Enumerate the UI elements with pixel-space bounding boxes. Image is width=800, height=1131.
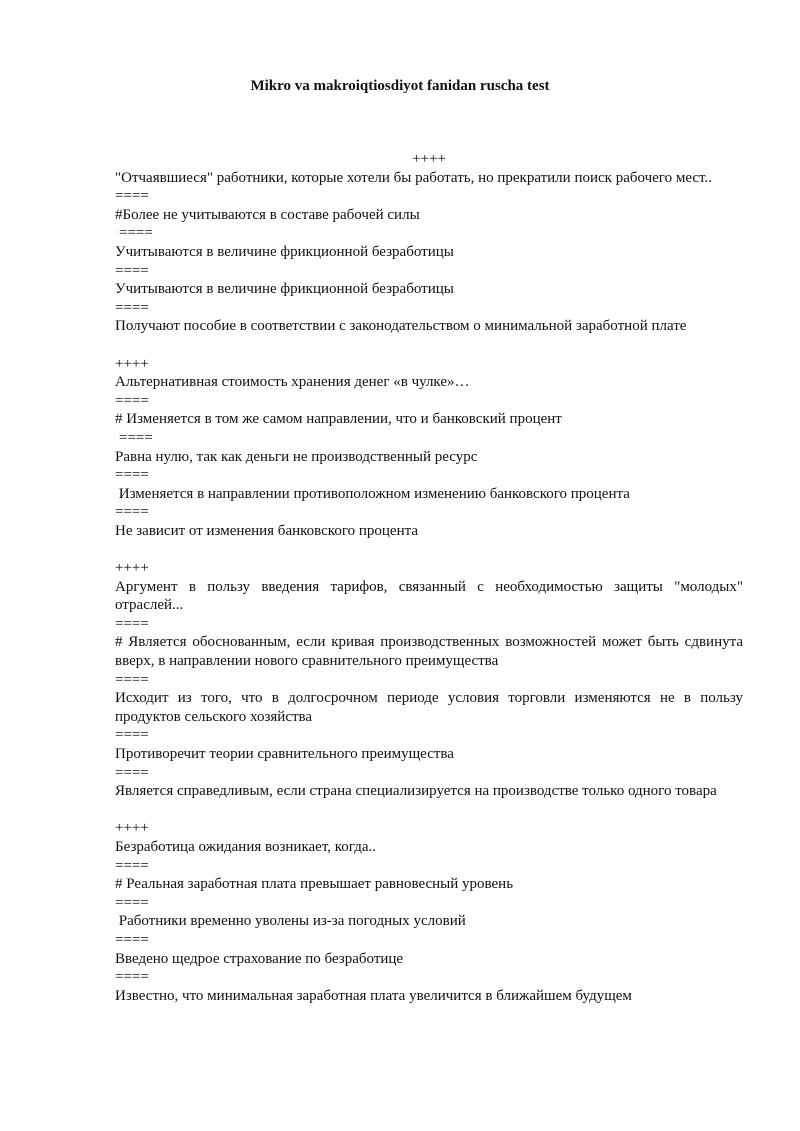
answer-separator: ====: [119, 429, 153, 446]
document-title: Mikro va makroiqtiosdiyot fanidan ruscha test: [250, 78, 550, 94]
answer-separator: ====: [115, 671, 149, 688]
answer-option: Является справедливым, если страна специализируется на производстве только одного товара: [115, 783, 717, 800]
answer-option: Не зависит от изменения банковского процента: [115, 522, 418, 539]
question-text: Альтернативная стоимость хранения денег «в чулке»…: [115, 374, 470, 391]
answer-separator: ====: [115, 504, 149, 521]
answer-separator: ====: [115, 299, 149, 316]
answer-option: Противоречит теории сравнительного преимущества: [115, 746, 454, 762]
answer-option-correct: # Является обоснованным, если кривая производственных возможностей может быть сдвинута вверх, в направлении нового сравнительного преимущества: [115, 634, 747, 670]
answer-option: Учитываются в величине фрикционной безработицы: [115, 243, 454, 260]
answer-separator: ====: [115, 857, 149, 874]
answer-option: Введено щедрое страхование по безработице: [115, 950, 404, 967]
answer-separator: ====: [115, 392, 149, 409]
answer-separator: ====: [115, 262, 149, 279]
answer-option: Известно, что минимальная заработная плата увеличится в ближайшем будущем: [115, 987, 632, 1004]
answer-option: Изменяется в направлении противоположном изменению банковского процента: [115, 485, 630, 502]
question-block: [115, 150, 743, 336]
answer-separator: ====: [115, 931, 149, 948]
answer-separator: ====: [115, 969, 149, 986]
answer-separator: ====: [115, 727, 149, 744]
answer-option-correct: #Более не учитываются в составе рабочей силы: [115, 206, 420, 223]
question-block: [115, 559, 747, 801]
answer-option: Исходит из того, что в долгосрочном периоде условия торговли изменяются не в пользу продуктов сельского хозяйства: [115, 690, 747, 725]
answer-option: Работники временно уволены из-за погодных условий: [115, 913, 466, 930]
answer-separator: ====: [115, 615, 149, 632]
answer-option: Равна нулю, так как деньги не производственный ресурс: [115, 448, 478, 465]
answer-option: Получают пособие в соответствии с законодательством о минимальной заработной плате: [115, 318, 687, 335]
answer-option-correct: # Реальная заработная плата превышает равновесный уровень: [115, 876, 514, 893]
question-text: Аргумент в пользу введения тарифов, связанный с необходимостью защиты "молодых" отраслей...: [115, 578, 747, 614]
question-text: Безработица ожидания возникает, когда..: [115, 838, 376, 855]
question-block: [115, 819, 743, 1005]
question-marker: ++++: [115, 560, 149, 577]
question-text: "Отчаявшиеся" работники, которые хотели бы работать, но прекратили поиск рабочего мест..: [115, 169, 712, 186]
answer-separator: ====: [119, 225, 153, 242]
answer-separator: ====: [115, 764, 149, 781]
answer-option: Учитываются в величине фрикционной безработицы: [115, 281, 454, 298]
answer-separator: ====: [115, 467, 149, 484]
answer-option-correct: # Изменяется в том же самом направлении, что и банковский процент: [115, 411, 562, 428]
answer-separator: ====: [115, 894, 149, 911]
answer-separator: ====: [115, 188, 149, 205]
question-marker: ++++: [412, 151, 446, 167]
question-marker: ++++: [115, 820, 149, 837]
question-block: [115, 355, 743, 541]
test-content: [115, 150, 747, 1005]
question-marker: ++++: [115, 355, 149, 372]
